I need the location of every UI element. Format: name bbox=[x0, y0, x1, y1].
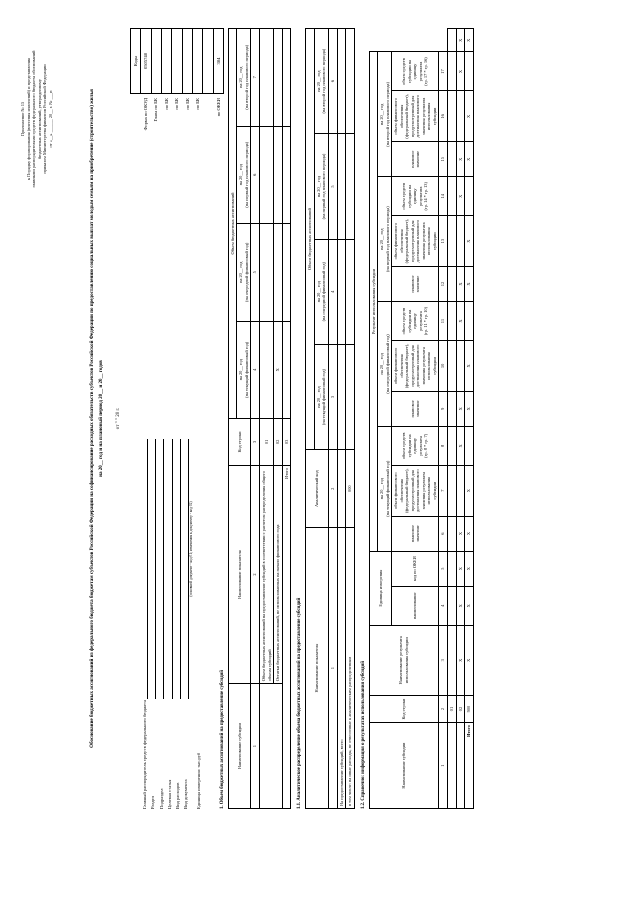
col-header bbox=[314, 344, 328, 449]
row-code: 01 bbox=[260, 419, 274, 466]
table-cell[interactable] bbox=[448, 29, 457, 53]
col-number: 10 bbox=[439, 341, 448, 392]
header-field bbox=[148, 289, 156, 809]
header-field bbox=[181, 289, 189, 809]
document-date: от " " 20 г. bbox=[115, 407, 121, 430]
table-row bbox=[260, 29, 274, 809]
code-value[interactable] bbox=[161, 29, 171, 94]
col-header bbox=[237, 126, 251, 224]
table-cell[interactable] bbox=[274, 29, 283, 127]
col-header bbox=[237, 321, 251, 419]
table-cell[interactable] bbox=[448, 551, 457, 586]
year-note: (на текущий финансовый год) bbox=[321, 369, 327, 426]
table-cell[interactable] bbox=[448, 216, 457, 267]
year-note: (на очередной финансовый год) bbox=[384, 334, 390, 394]
year-label: на 20__ год bbox=[238, 261, 244, 283]
code-value[interactable] bbox=[203, 29, 213, 94]
table-cell[interactable] bbox=[465, 177, 474, 216]
table-cell[interactable] bbox=[465, 52, 474, 91]
col-header-text: объем средств субсидии на единицу результата bbox=[401, 307, 423, 335]
col-header bbox=[392, 302, 439, 341]
table-cell[interactable] bbox=[448, 586, 457, 625]
table-row bbox=[456, 29, 465, 809]
col-header: Наименование показателя bbox=[228, 465, 251, 683]
col-number: 4 bbox=[251, 321, 260, 419]
document-subtitle: на 20__ год и на плановый период 20__ и 20__ годов bbox=[99, 360, 105, 477]
col-header: Наименование субсидии bbox=[369, 723, 439, 809]
col-number: 1 bbox=[328, 528, 337, 809]
total-label: Итого bbox=[465, 723, 474, 809]
table-cell[interactable] bbox=[337, 344, 346, 449]
table-row bbox=[465, 29, 474, 809]
table-cell[interactable]: X bbox=[456, 177, 465, 216]
table-cell[interactable] bbox=[282, 29, 291, 127]
code-label: по ОКЕИ bbox=[215, 98, 221, 117]
year-note: (на второй год планового периода) bbox=[321, 48, 327, 114]
appendix-line: от «__» ______ 20__ г. № ___н bbox=[47, 90, 53, 148]
col-number: 7 bbox=[251, 29, 260, 127]
table-row bbox=[448, 29, 457, 809]
year-label: на 20__ год bbox=[315, 386, 321, 408]
col-number: 5 bbox=[439, 551, 448, 586]
year-label: на 20__ год bbox=[238, 66, 244, 88]
year-note: (на первый год планового периода) bbox=[384, 206, 390, 273]
col-number: 16 bbox=[439, 91, 448, 142]
col-header-text: объем средств субсидии на единицу результата bbox=[401, 182, 423, 210]
table-cell[interactable] bbox=[346, 134, 355, 239]
code-value[interactable]: 384 bbox=[213, 29, 223, 94]
col-header: Код строки bbox=[228, 419, 251, 466]
col-number: 1 bbox=[251, 684, 260, 809]
table-cell[interactable]: X bbox=[465, 29, 474, 53]
col-header bbox=[314, 134, 328, 239]
code-value[interactable] bbox=[172, 29, 182, 94]
col-number: 3 bbox=[251, 419, 260, 466]
table-cell[interactable]: X bbox=[456, 266, 465, 301]
col-number: 2 bbox=[328, 450, 337, 528]
row-label: Объем бюджетных ассигнований на предоставление субсидий в соответствии с расчетом распределения общего объема субсидий bbox=[260, 465, 274, 683]
col-number: 8 bbox=[439, 426, 448, 465]
field-label: Раздел bbox=[150, 796, 156, 809]
table-cell[interactable]: X bbox=[456, 551, 465, 586]
table-cell[interactable]: X bbox=[465, 91, 474, 142]
table-cell[interactable] bbox=[337, 29, 346, 134]
col-header: плановое значение bbox=[392, 266, 439, 301]
appendix-line: к Порядку формирования (внесения изменений) и представления bbox=[25, 57, 31, 181]
col-number: 4 bbox=[328, 239, 337, 344]
table-cell[interactable] bbox=[260, 684, 283, 809]
col-header-text: объем средств субсидии на единицу результата bbox=[401, 432, 423, 460]
col-number: 15 bbox=[439, 142, 448, 177]
col-header-text: объем средств субсидии на единицу результата bbox=[401, 58, 423, 85]
field-label: Единица измерения: тыс.руб bbox=[195, 752, 201, 809]
col-header bbox=[314, 29, 328, 134]
table-cell[interactable]: X bbox=[456, 52, 465, 91]
col-number: 6 bbox=[439, 516, 448, 551]
table-cell[interactable] bbox=[465, 302, 474, 341]
col-number: 5 bbox=[328, 134, 337, 239]
year-label: на 20__ год bbox=[379, 103, 385, 126]
col-header: плановое значение bbox=[392, 391, 439, 426]
col-header: Аналитический код bbox=[306, 450, 329, 528]
table-cell[interactable] bbox=[337, 239, 346, 344]
col-header: объем финансового обеспечения (федеральный бюджет), предусмотренный для достижения планового значения результата использования субсидии bbox=[392, 91, 439, 142]
table-cell[interactable]: X bbox=[456, 142, 465, 177]
year-note: (на очередной финансовый год) bbox=[321, 262, 327, 322]
table-cell[interactable]: X bbox=[465, 516, 474, 551]
table-cell[interactable] bbox=[282, 126, 291, 224]
col-header: наименование bbox=[392, 586, 439, 625]
row-label: Остатки бюджетных ассигнований, не использованных на начало финансового года bbox=[274, 465, 283, 683]
row-code: 900 bbox=[465, 695, 474, 722]
year-label: на 20__ год bbox=[315, 281, 321, 303]
field-line[interactable] bbox=[163, 439, 164, 699]
table-cell[interactable] bbox=[448, 52, 457, 91]
col-group-header: Объем бюджетных ассигнований bbox=[306, 29, 315, 450]
field-line[interactable] bbox=[155, 439, 156, 699]
table-cell[interactable] bbox=[456, 216, 465, 267]
col-group-header: Объем бюджетных ассигнований bbox=[228, 29, 237, 419]
table-cell[interactable] bbox=[346, 344, 355, 449]
table-cell[interactable] bbox=[448, 426, 457, 465]
year-label: на 20__ год bbox=[379, 353, 385, 375]
appendix-line: Приложение № 15 bbox=[20, 101, 25, 137]
col-header bbox=[392, 426, 439, 465]
table-cell[interactable] bbox=[456, 723, 465, 809]
section-1-title: 1. Объем бюджетных ассигнований на предоставление субсидий bbox=[219, 669, 225, 809]
table-row bbox=[346, 29, 355, 809]
col-group-header: Результат использования субсидии bbox=[369, 52, 378, 551]
col-header: Наименование показателя bbox=[306, 528, 329, 809]
table-cell[interactable]: X bbox=[465, 551, 474, 586]
table-cell[interactable] bbox=[448, 302, 457, 341]
table-row bbox=[337, 29, 346, 809]
table-cell[interactable]: X bbox=[456, 302, 465, 341]
col-header: плановое значение bbox=[392, 142, 439, 177]
table-cell[interactable] bbox=[456, 341, 465, 392]
col-header bbox=[378, 426, 392, 551]
table-cell[interactable]: X bbox=[274, 321, 283, 419]
col-number: 1 bbox=[439, 723, 448, 809]
table-cell[interactable]: X bbox=[465, 216, 474, 267]
table-cell[interactable] bbox=[448, 341, 457, 392]
col-header bbox=[237, 29, 251, 127]
header-field bbox=[140, 289, 148, 809]
col-formula: (гр. 11 * гр. 10) bbox=[423, 306, 429, 336]
table-cell[interactable] bbox=[448, 625, 457, 695]
year-note: (на второй год планового периода) bbox=[384, 82, 390, 147]
table-cell[interactable]: X bbox=[456, 426, 465, 465]
col-header bbox=[392, 52, 439, 91]
year-note: (на текущий финансовый год) bbox=[243, 341, 249, 398]
col-header: код по ОКЕИ bbox=[392, 551, 439, 586]
table-cell[interactable] bbox=[456, 465, 465, 516]
table-cell[interactable] bbox=[260, 321, 274, 419]
table-cell[interactable] bbox=[337, 134, 346, 239]
table-cell[interactable] bbox=[448, 516, 457, 551]
col-number: 6 bbox=[251, 126, 260, 224]
section-1-1-title: 1.1. Аналитическое распределение объема бюджетных ассигнований на предоставление субсидий bbox=[297, 597, 303, 809]
document-title: Обоснование бюджетных ассигнований из федерального бюджета бюджетам субъектов Российской Федерации на софинансирование расходных обязательств субъектов Российской Федерации по предоставлению социальных выплат молодым семьям на приобретение (строительство) жилья bbox=[90, 89, 95, 748]
field-label: Целевая статья bbox=[166, 779, 172, 809]
table-cell[interactable]: X bbox=[465, 266, 474, 301]
table-cell[interactable]: X bbox=[465, 142, 474, 177]
code-value[interactable] bbox=[193, 29, 203, 94]
table-cell[interactable] bbox=[448, 177, 457, 216]
row-code: 02 bbox=[456, 695, 465, 722]
year-label: на 20__ год bbox=[238, 359, 244, 381]
year-label: на 20__ год bbox=[315, 175, 321, 198]
year-label: на 20__ год bbox=[379, 478, 385, 500]
col-header: Наименование результата использования субсидии bbox=[369, 625, 439, 695]
col-header: Код строки bbox=[369, 695, 439, 722]
table-cell[interactable]: X bbox=[456, 29, 465, 53]
section-1-table bbox=[228, 28, 292, 809]
table-cell[interactable] bbox=[448, 723, 457, 809]
table-cell[interactable]: X bbox=[465, 625, 474, 695]
header-field bbox=[193, 289, 201, 809]
col-formula: (гр. 14 * гр. 13) bbox=[423, 182, 429, 211]
table-cell[interactable] bbox=[448, 142, 457, 177]
appendix-note bbox=[20, 34, 53, 204]
col-number: 2 bbox=[439, 695, 448, 722]
col-number: 6 bbox=[328, 29, 337, 134]
table-cell[interactable]: X bbox=[456, 625, 465, 695]
year-note: (на первый год планового периода) bbox=[243, 141, 249, 208]
code-label bbox=[203, 94, 213, 189]
field-label: Подраздел bbox=[158, 788, 164, 809]
table-cell[interactable]: X bbox=[465, 341, 474, 392]
col-number: 17 bbox=[439, 52, 448, 91]
code-label: Глава по БК bbox=[153, 98, 159, 122]
col-number: 2 bbox=[251, 465, 260, 683]
col-number: 3 bbox=[439, 625, 448, 695]
col-formula: (гр. 8 * гр. 7) bbox=[423, 433, 429, 458]
year-label: на 20__ год bbox=[315, 70, 321, 92]
appendix-line: главными распорядителями средств федерального бюджета обоснований bbox=[31, 50, 36, 188]
year-note: (на текущий финансовый год) bbox=[384, 460, 390, 517]
codes-box bbox=[130, 28, 225, 188]
table-cell[interactable] bbox=[456, 91, 465, 142]
col-number: 9 bbox=[439, 391, 448, 426]
field-line[interactable] bbox=[180, 439, 181, 699]
col-header bbox=[378, 177, 392, 302]
row-code bbox=[337, 450, 346, 528]
col-number: 3 bbox=[328, 344, 337, 449]
table-cell[interactable] bbox=[346, 29, 355, 134]
row-code: 03 bbox=[282, 419, 291, 466]
field-label: Вид расходов bbox=[174, 782, 180, 809]
row-label: На предоставление субсидий, всего bbox=[337, 528, 346, 809]
codes-header: Коды bbox=[130, 29, 140, 94]
code-value[interactable] bbox=[151, 29, 161, 94]
year-note: (на первый год планового периода) bbox=[321, 153, 327, 220]
section-1-2-table bbox=[369, 28, 474, 809]
appendix-line: бюджетных ассигнований, утвержденному bbox=[36, 78, 42, 160]
code-label: по БК bbox=[174, 98, 180, 110]
table-cell[interactable]: X bbox=[465, 586, 474, 625]
header-field bbox=[173, 289, 181, 809]
col-number: 5 bbox=[251, 224, 260, 322]
col-number: 7 bbox=[439, 465, 448, 516]
code-label: Форма по ОКУД bbox=[142, 98, 148, 131]
col-header bbox=[237, 224, 251, 322]
year-label: на 20__ год bbox=[238, 164, 244, 186]
col-header: объем финансового обеспечения (федеральный бюджет), предусмотренный для достижения планового значения результата использования субсидии bbox=[392, 341, 439, 392]
header-field bbox=[164, 289, 172, 809]
col-formula: (гр. 17 * гр. 16) bbox=[423, 57, 429, 86]
table-cell[interactable] bbox=[346, 239, 355, 344]
col-header: Наименование субсидии bbox=[228, 684, 251, 809]
table-cell[interactable] bbox=[260, 126, 274, 224]
code-value[interactable]: 0505748 bbox=[141, 29, 151, 94]
year-note: (на очередной финансовый год) bbox=[243, 242, 249, 302]
table-cell[interactable]: X bbox=[456, 391, 465, 426]
col-header: объем финансового обеспечения (федеральный бюджет), предусмотренный для достижения планового значения результата использования субсидии bbox=[392, 465, 439, 516]
table-cell[interactable] bbox=[282, 321, 291, 419]
table-cell[interactable] bbox=[465, 426, 474, 465]
row-code: 01 bbox=[448, 695, 457, 722]
table-cell[interactable] bbox=[260, 29, 274, 127]
code-label: по БК bbox=[163, 98, 169, 110]
field-hint: (основной документ - код 01; изменения к документу - код 02) bbox=[188, 501, 193, 597]
col-number: 11 bbox=[439, 302, 448, 341]
row-label: в том числе: на иные расходы, не отнесенные к аналитическим распределениям bbox=[346, 528, 355, 809]
code-label: по БК bbox=[184, 98, 190, 110]
col-header bbox=[314, 239, 328, 344]
header-area bbox=[130, 28, 221, 809]
table-cell[interactable]: X bbox=[456, 516, 465, 551]
col-header bbox=[378, 302, 392, 427]
total-label: Итого bbox=[282, 465, 291, 808]
section-1-2-title: 1.2. Справочно: информация о результатах использования субсидий bbox=[360, 661, 366, 809]
field-label: Главный распорядитель средств федерального бюджета bbox=[142, 699, 148, 809]
col-number: 14 bbox=[439, 177, 448, 216]
table-cell[interactable] bbox=[448, 391, 457, 426]
table-cell[interactable] bbox=[282, 224, 291, 322]
header-field bbox=[156, 289, 164, 809]
col-header bbox=[392, 177, 439, 216]
table-cell[interactable] bbox=[448, 91, 457, 142]
col-header bbox=[378, 52, 392, 177]
col-number: 4 bbox=[439, 586, 448, 625]
col-number: 12 bbox=[439, 266, 448, 301]
year-label: на 20__ год bbox=[379, 228, 385, 250]
col-header: Единица измерения bbox=[369, 551, 392, 625]
field-line[interactable] bbox=[147, 439, 148, 699]
code-value[interactable] bbox=[182, 29, 192, 94]
header-fields bbox=[140, 289, 202, 809]
code-label: по БК bbox=[194, 98, 200, 110]
year-note: (на второй год планового периода) bbox=[243, 44, 249, 110]
table-cell[interactable] bbox=[274, 224, 283, 322]
table-cell[interactable]: X bbox=[456, 586, 465, 625]
field-label: Вид документа bbox=[183, 779, 189, 809]
appendix-line: приказом Министерства финансов Российской Федерации bbox=[42, 64, 47, 174]
table-cell[interactable] bbox=[448, 465, 457, 516]
col-header: объем финансового обеспечения (федеральный бюджет), предусмотренный для достижения планового значения результата использования субсидии bbox=[392, 216, 439, 267]
table-cell[interactable] bbox=[448, 266, 457, 301]
section-1-1-table bbox=[305, 28, 355, 809]
table-cell[interactable] bbox=[274, 126, 283, 224]
table-cell[interactable]: X bbox=[465, 391, 474, 426]
table-cell[interactable]: X bbox=[465, 465, 474, 516]
field-line[interactable] bbox=[172, 439, 173, 699]
col-number: 13 bbox=[439, 216, 448, 267]
row-code: 02 bbox=[274, 419, 283, 466]
table-row bbox=[282, 29, 291, 809]
col-header: плановое значение bbox=[392, 516, 439, 551]
table-cell[interactable] bbox=[260, 224, 274, 322]
row-code: 000 bbox=[346, 450, 355, 528]
